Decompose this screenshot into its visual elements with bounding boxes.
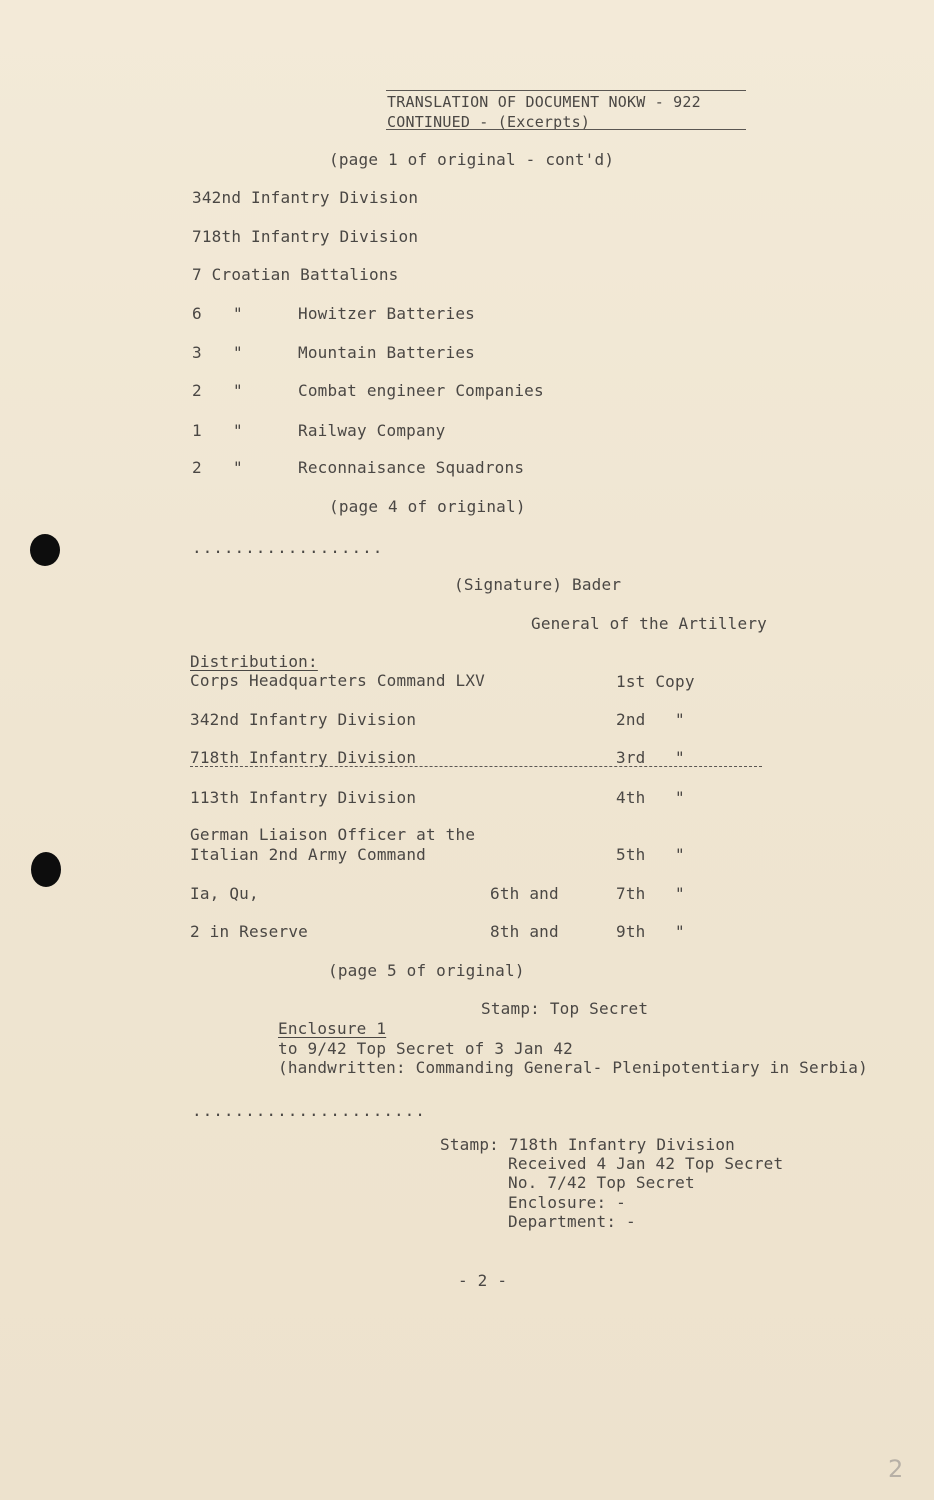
enclosure-reference: to 9/42 Top Secret of 3 Jan 42 xyxy=(278,1039,573,1058)
distribution-mid: 6th and xyxy=(490,884,559,903)
distribution-recipient: 2 in Reserve xyxy=(190,922,308,941)
distribution-heading: Distribution: xyxy=(190,652,318,671)
distribution-copy: 9th " xyxy=(616,922,685,941)
distribution-recipient: 342nd Infantry Division xyxy=(190,710,417,729)
separator-dots: ...................... xyxy=(192,1101,426,1120)
distribution-copy: 7th " xyxy=(616,884,685,903)
punch-hole-bottom xyxy=(31,852,61,887)
force-unit: Combat engineer Companies xyxy=(298,381,544,400)
force-unit: Railway Company xyxy=(298,421,446,440)
force-ditto: " xyxy=(233,421,243,440)
force-qty: 2 xyxy=(192,458,202,477)
stamp-division-line: Department: - xyxy=(508,1212,636,1231)
header-bottom-rule xyxy=(386,129,746,130)
page1-note: (page 1 of original - cont'd) xyxy=(329,150,615,169)
enclosure-handwritten-note: (handwritten: Commanding General- Plenipotentiary in Serbia) xyxy=(278,1058,868,1077)
force-ditto: " xyxy=(233,381,243,400)
force-unit: Mountain Batteries xyxy=(298,343,475,362)
distribution-copy: 5th " xyxy=(616,845,685,864)
distribution-row-rule xyxy=(190,766,762,767)
stamp-division-line: No. 7/42 Top Secret xyxy=(508,1173,695,1192)
distribution-copy: 3rd " xyxy=(616,748,685,767)
force-unit: Reconnaisance Squadrons xyxy=(298,458,525,477)
separator-dots: .................. xyxy=(192,538,384,557)
distribution-copy: 1st Copy xyxy=(616,672,695,691)
punch-hole-top xyxy=(30,534,60,566)
distribution-mid: 8th and xyxy=(490,922,559,941)
header-subtitle: CONTINUED - (Excerpts) xyxy=(387,113,591,131)
header-top-rule xyxy=(386,90,746,91)
distribution-recipient: 113th Infantry Division xyxy=(190,788,417,807)
stamp-division-line: Stamp: 718th Infantry Division xyxy=(440,1135,735,1154)
force-qty: 6 xyxy=(192,304,202,323)
force-line: 718th Infantry Division xyxy=(192,227,419,246)
distribution-recipient: German Liaison Officer at the Italian 2nd Army Command xyxy=(190,825,476,864)
distribution-copy: 2nd " xyxy=(616,710,685,729)
force-line: 7 Croatian Battalions xyxy=(192,265,399,284)
force-ditto: " xyxy=(233,304,243,323)
force-qty: 3 xyxy=(192,343,202,362)
distribution-recipient: 718th Infantry Division xyxy=(190,748,417,767)
pencil-page-mark: 2 xyxy=(888,1455,904,1483)
force-unit: Howitzer Batteries xyxy=(298,304,475,323)
stamp-division-line: Received 4 Jan 42 Top Secret xyxy=(508,1154,784,1173)
distribution-recipient: Ia, Qu, xyxy=(190,884,259,903)
enclosure-title: Enclosure 1 xyxy=(278,1019,387,1038)
stamp-division-line: Enclosure: - xyxy=(508,1193,626,1212)
stamp-top-secret: Stamp: Top Secret xyxy=(481,999,649,1018)
signature-title: General of the Artillery xyxy=(531,614,767,633)
force-line: 342nd Infantry Division xyxy=(192,188,419,207)
force-qty: 1 xyxy=(192,421,202,440)
page4-note: (page 4 of original) xyxy=(329,497,526,516)
signature-line: (Signature) Bader xyxy=(454,575,622,594)
header-title: TRANSLATION OF DOCUMENT NOKW - 922 xyxy=(387,93,701,111)
distribution-copy: 4th " xyxy=(616,788,685,807)
force-qty: 2 xyxy=(192,381,202,400)
page5-note: (page 5 of original) xyxy=(328,961,525,980)
page-number: - 2 - xyxy=(458,1271,508,1290)
force-ditto: " xyxy=(233,458,243,477)
force-ditto: " xyxy=(233,343,243,362)
distribution-recipient: Corps Headquarters Command LXV xyxy=(190,671,485,690)
